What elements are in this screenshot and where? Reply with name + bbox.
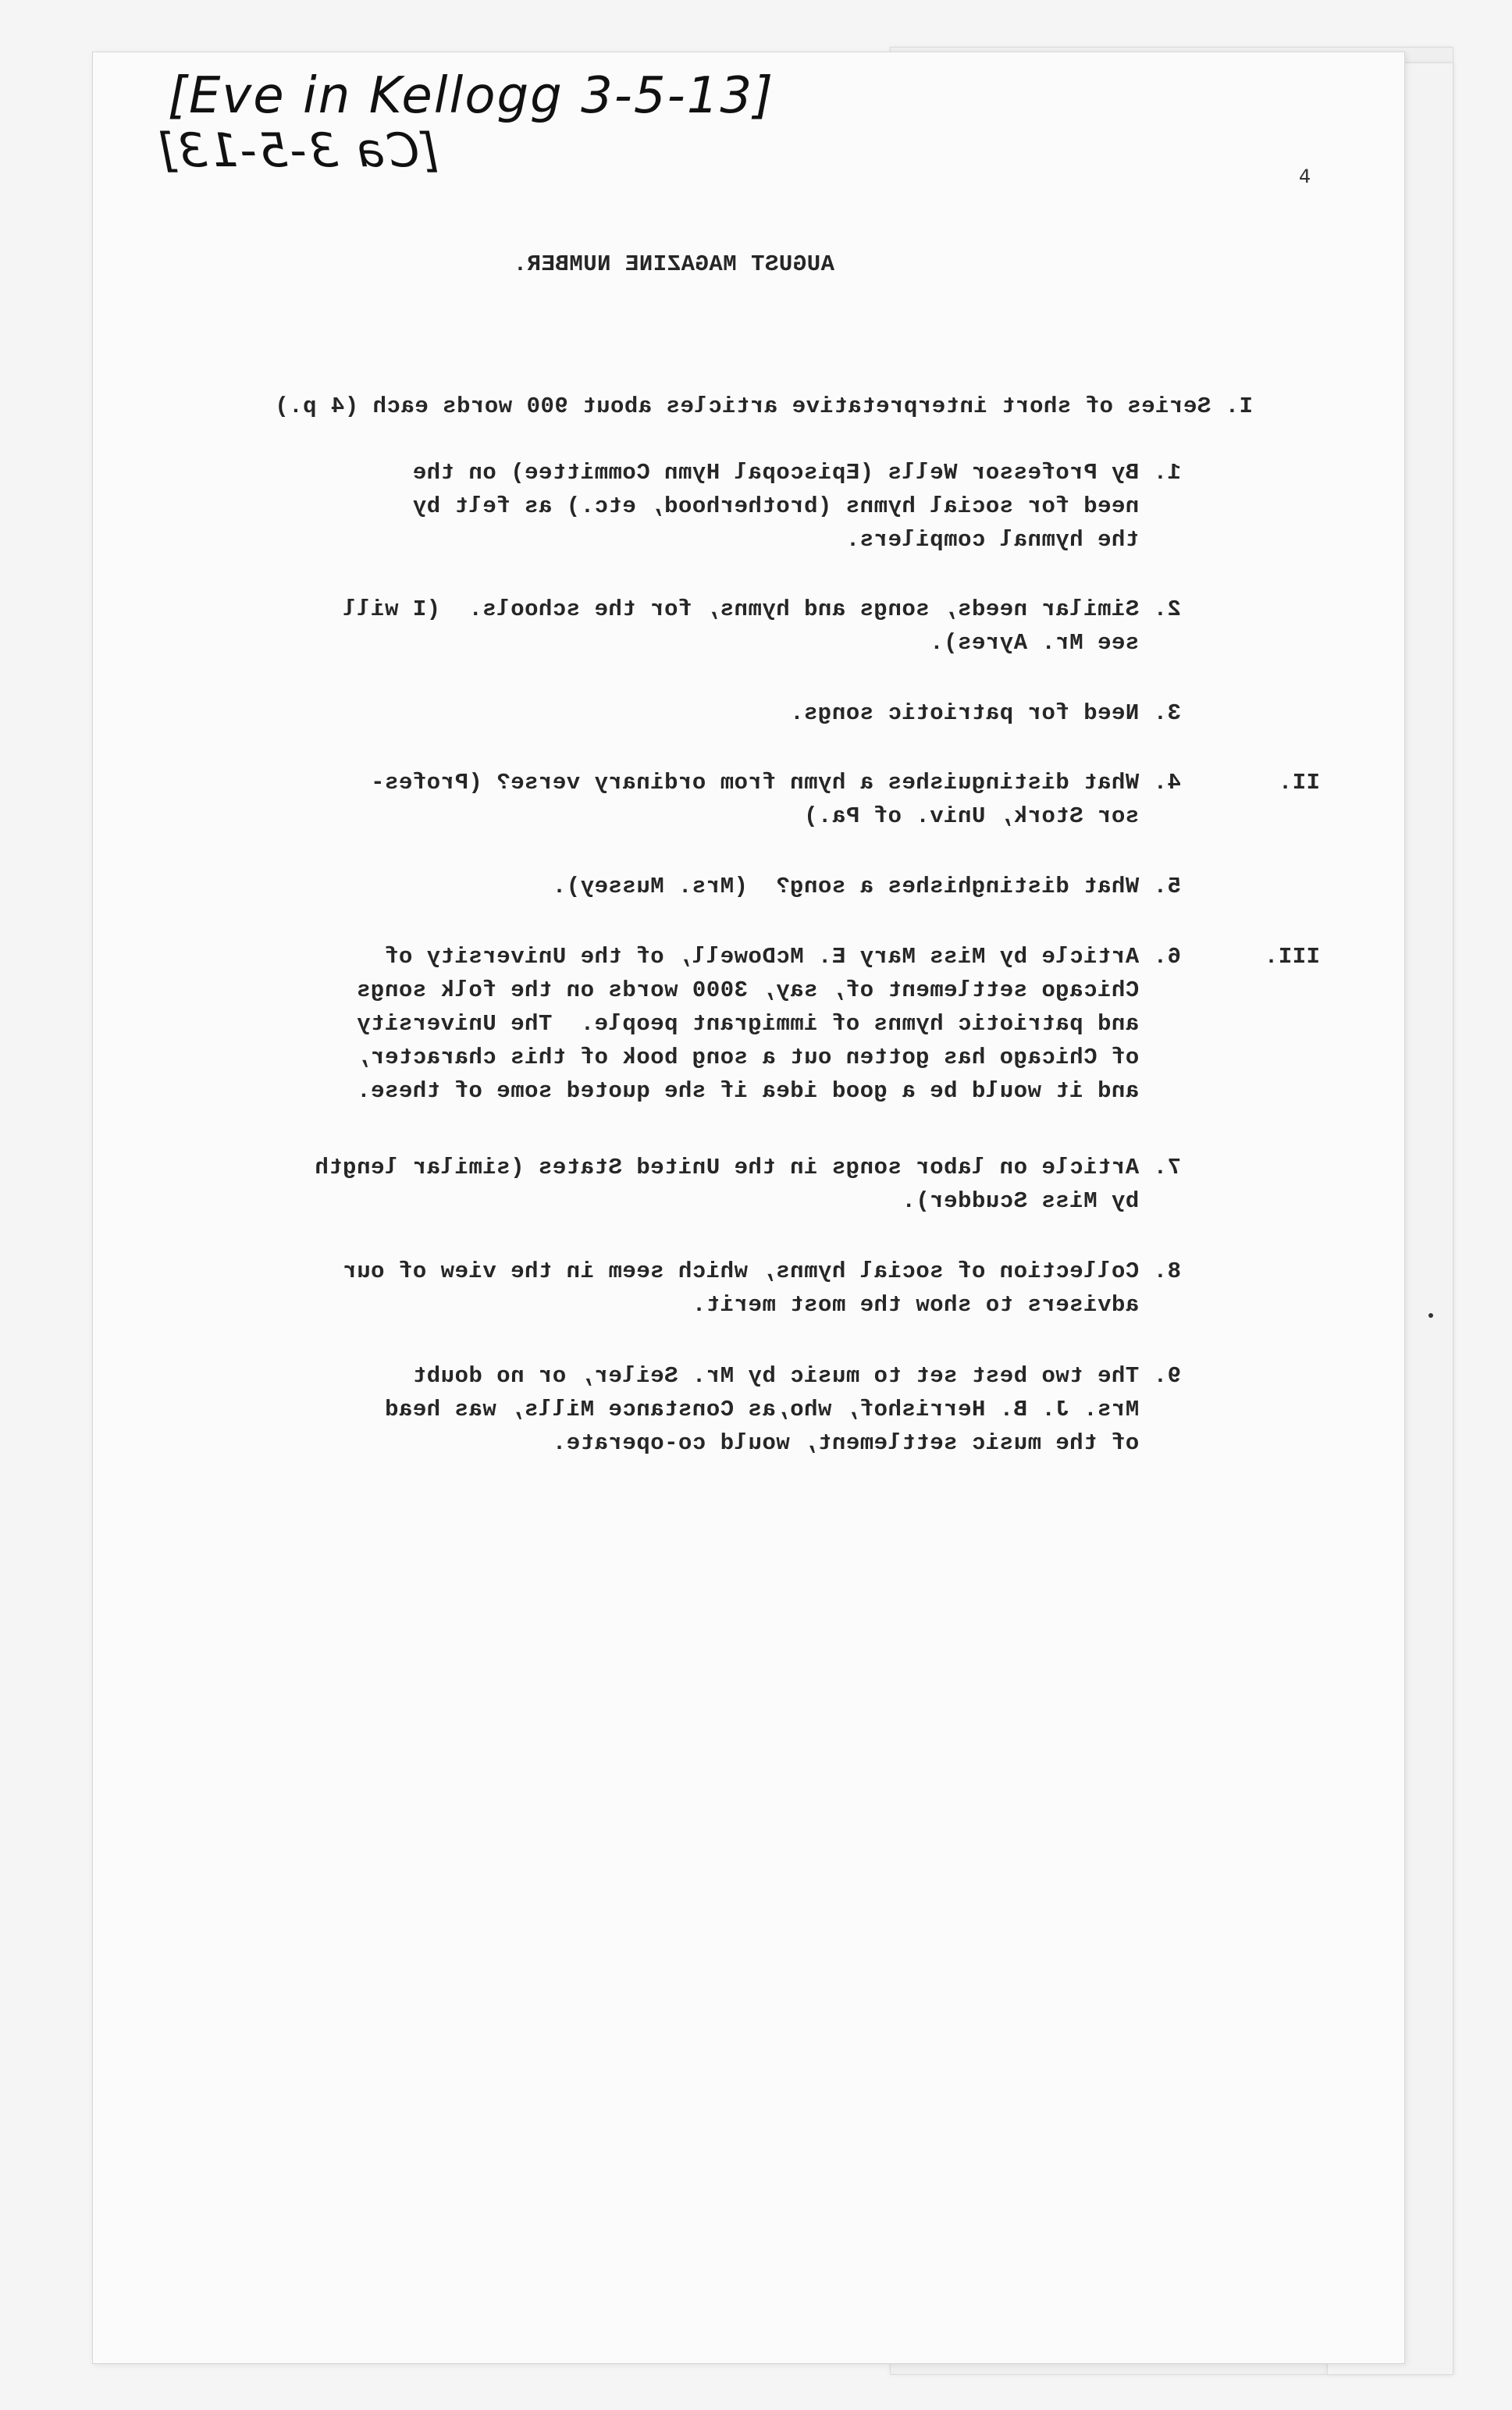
item-9-line-2: Mrs. J. B. Herrishof, who,as Constance Mills, was head bbox=[384, 1397, 1181, 1422]
section-marker-iii: III. bbox=[1264, 944, 1320, 970]
document-title: AUGUST MAGAZINE NUMBER. bbox=[513, 251, 834, 277]
item-8-line-2: advisers to show the most merit. bbox=[692, 1292, 1181, 1318]
item-2-line-1: 2. Similar needs, songs and hymns, for the schools. (I will bbox=[342, 596, 1181, 622]
item-6-line-5: and it would be a good idea if she quoted some of these. bbox=[356, 1078, 1181, 1104]
section-marker-ii: II. bbox=[1278, 770, 1320, 796]
item-8-line-1: 8. Collection of social hymns, which seem in the view of our bbox=[342, 1258, 1181, 1284]
item-6-line-4: of Chicago has gotten out a song book of this character, bbox=[356, 1045, 1181, 1070]
intro-line: I. Series of short interpretative articles about 900 words each (4 p.) bbox=[274, 393, 1253, 419]
item-6-line-3: and patriotic hymns of immigrant people. The University bbox=[356, 1011, 1181, 1037]
item-1-line-3: the hymnal compilers. bbox=[845, 527, 1181, 553]
item-4-line-1: 4. What distinguishes a hymn from ordinary verse? (Profes- bbox=[370, 770, 1181, 796]
item-9-line-3: of the music settlement, would co-operate. bbox=[552, 1430, 1181, 1456]
handwritten-note-second: [Ca 3-5-13] bbox=[156, 123, 439, 178]
item-1-line-2: need for social hymns (brotherhood, etc.) as felt by bbox=[412, 493, 1181, 519]
item-7-line-1: 7. Article on labor songs in the United States (similar length bbox=[315, 1155, 1181, 1180]
item-7-line-2: by Miss Scudder). bbox=[901, 1188, 1181, 1214]
item-6-line-2: Chicago settlement of, say, 3000 words on the folk songs bbox=[356, 977, 1181, 1003]
item-1-line-1: 1. By Professor Wells (Episcopal Hymn Committee) on the bbox=[412, 460, 1181, 486]
item-9-line-1: 9. The two best set to music by Mr. Seiler, or no doubt bbox=[412, 1363, 1181, 1389]
item-3-line-1: 3. Need for patriotic songs. bbox=[789, 700, 1181, 726]
item-5-line-1: 5. What distinghishes a song? (Mrs. Mussey). bbox=[552, 874, 1181, 899]
handwritten-note-top: [Eve in Kellogg 3-5-13] bbox=[168, 67, 775, 125]
item-6-line-1: 6. Article by Miss Mary E. McDowell, of the University of bbox=[384, 944, 1181, 970]
item-4-line-2: sor Stork, Univ. of Pa.) bbox=[803, 803, 1181, 829]
item-2-line-2: see Mr. Ayres). bbox=[929, 630, 1181, 656]
page-mark: 4 bbox=[1299, 166, 1311, 187]
